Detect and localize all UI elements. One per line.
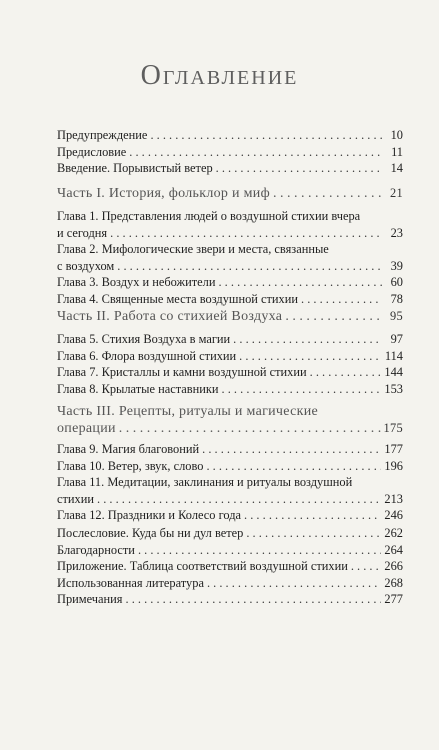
entry-title: Глава 7. Кристаллы и камни воздушной стихии — [57, 365, 307, 379]
leader-dots — [285, 308, 382, 325]
entry-page: 277 — [384, 592, 403, 606]
toc-entry — [57, 160, 403, 177]
part-1-section — [57, 185, 403, 307]
toc-entry — [57, 458, 403, 475]
leader-dots — [216, 160, 382, 177]
entry-title: Глава 4. Священные места воздушной стихии — [57, 291, 299, 306]
entry-title: Глава 2. Мифологические звери и места, связанные — [57, 242, 329, 256]
leader-dots — [206, 458, 381, 475]
entry-title-cont: стихии — [57, 491, 95, 506]
entry-page: 23 — [390, 225, 403, 240]
entry-title: Послесловие. Куда бы ни дул ветер — [57, 526, 244, 540]
toc-entry — [57, 208, 403, 241]
leader-dots — [110, 225, 382, 242]
leader-dots — [202, 441, 381, 458]
leader-dots — [239, 348, 382, 365]
entry-page: 213 — [384, 491, 403, 506]
entry-title: Приложение. Таблица соответствий воздушной стихии — [57, 559, 348, 573]
entry-page: 39 — [390, 258, 403, 273]
entry-title: Примечания — [57, 592, 123, 606]
entry-title-cont: и сегодня — [57, 225, 108, 240]
entry-title: Глава 10. Ветер, звук, слово — [57, 458, 204, 473]
entry-page: 78 — [390, 291, 403, 306]
entry-page: 196 — [384, 458, 403, 473]
toc-entry — [57, 507, 403, 524]
leader-dots — [138, 542, 381, 559]
leader-dots — [218, 274, 382, 291]
toc-entry — [57, 558, 403, 575]
entry-title: Предисловие — [57, 144, 127, 159]
toc-entry — [57, 331, 403, 348]
toc-entry — [57, 127, 403, 144]
toc-entry — [57, 441, 403, 458]
entry-page: 264 — [384, 542, 403, 557]
leader-dots — [97, 491, 381, 508]
leader-dots — [126, 591, 382, 608]
front-matter — [57, 127, 403, 177]
part-title: Часть II. Работа со стихией Воздуха — [57, 309, 283, 324]
entry-title: Глава 5. Стихия Воздуха в магии — [57, 332, 231, 346]
toc-entry — [57, 241, 403, 274]
entry-page: 177 — [384, 442, 403, 456]
entry-page: 144 — [384, 365, 403, 379]
page-title: Оглавление — [140, 60, 299, 91]
entry-title: Глава 9. Магия благовоний — [57, 442, 200, 456]
leader-dots — [246, 525, 381, 542]
entry-page: 262 — [384, 526, 403, 540]
entry-page: 266 — [384, 559, 403, 573]
entry-page: 60 — [390, 275, 403, 289]
toc-entry — [57, 525, 403, 542]
leader-dots — [222, 381, 382, 398]
entry-title: Глава 3. Воздух и небожители — [57, 275, 216, 289]
entry-page: 246 — [384, 508, 403, 522]
toc-entry — [57, 291, 403, 308]
part-page: 21 — [390, 186, 403, 200]
toc-entry — [57, 364, 403, 381]
leader-dots — [301, 291, 382, 308]
toc-entry — [57, 542, 403, 559]
entry-title: Использованная литература — [57, 575, 204, 590]
entry-title: Глава 11. Медитации, заклинания и ритуалы воздушной — [57, 475, 353, 489]
leader-dots — [310, 364, 382, 381]
part-3-heading — [57, 403, 403, 437]
toc-entry — [57, 274, 403, 291]
leader-dots — [119, 420, 381, 437]
part-3-section — [57, 403, 403, 524]
leader-dots — [273, 185, 382, 202]
toc-entry — [57, 348, 403, 365]
leader-dots — [351, 558, 382, 575]
leader-dots — [129, 144, 382, 161]
entry-title: Глава 1. Представления людей о воздушной стихии вчера — [57, 209, 361, 223]
part-title: Часть III. Рецепты, ритуалы и магические — [57, 404, 319, 419]
leader-dots — [150, 127, 382, 144]
part-title-cont: операции — [57, 421, 116, 436]
entry-page: 11 — [391, 144, 403, 159]
entry-title-cont: с воздухом — [57, 258, 115, 273]
toc-entry — [57, 474, 403, 507]
leader-dots — [244, 507, 381, 524]
entry-title: Глава 12. Праздники и Колесо года — [57, 508, 242, 522]
entry-page: 97 — [390, 332, 403, 346]
entry-title: Предупреждение — [57, 128, 148, 142]
back-matter — [57, 525, 403, 608]
entry-title: Введение. Порывистый ветер — [57, 161, 213, 175]
leader-dots — [233, 331, 382, 348]
entry-title: Благодарности — [57, 542, 135, 557]
toc-entry — [57, 144, 403, 161]
leader-dots — [117, 258, 382, 275]
entry-page: 114 — [384, 348, 403, 363]
part-title: Часть I. История, фольклор и миф — [57, 186, 270, 201]
part-2-section — [57, 308, 403, 397]
entry-title: Глава 6. Флора воздушной стихии — [57, 348, 237, 363]
toc-entry — [57, 381, 403, 398]
part-page: 95 — [390, 309, 403, 323]
entry-page: 14 — [390, 161, 403, 175]
part-page: 175 — [383, 421, 403, 435]
entry-page: 10 — [390, 128, 403, 142]
part-1-heading — [57, 185, 403, 202]
entry-title: Глава 8. Крылатые наставники — [57, 381, 219, 396]
part-2-heading — [57, 308, 403, 325]
entry-page: 153 — [384, 381, 403, 396]
leader-dots — [207, 575, 381, 592]
entry-page: 268 — [384, 575, 403, 590]
toc-entry — [57, 591, 403, 608]
toc-entry — [57, 575, 403, 592]
